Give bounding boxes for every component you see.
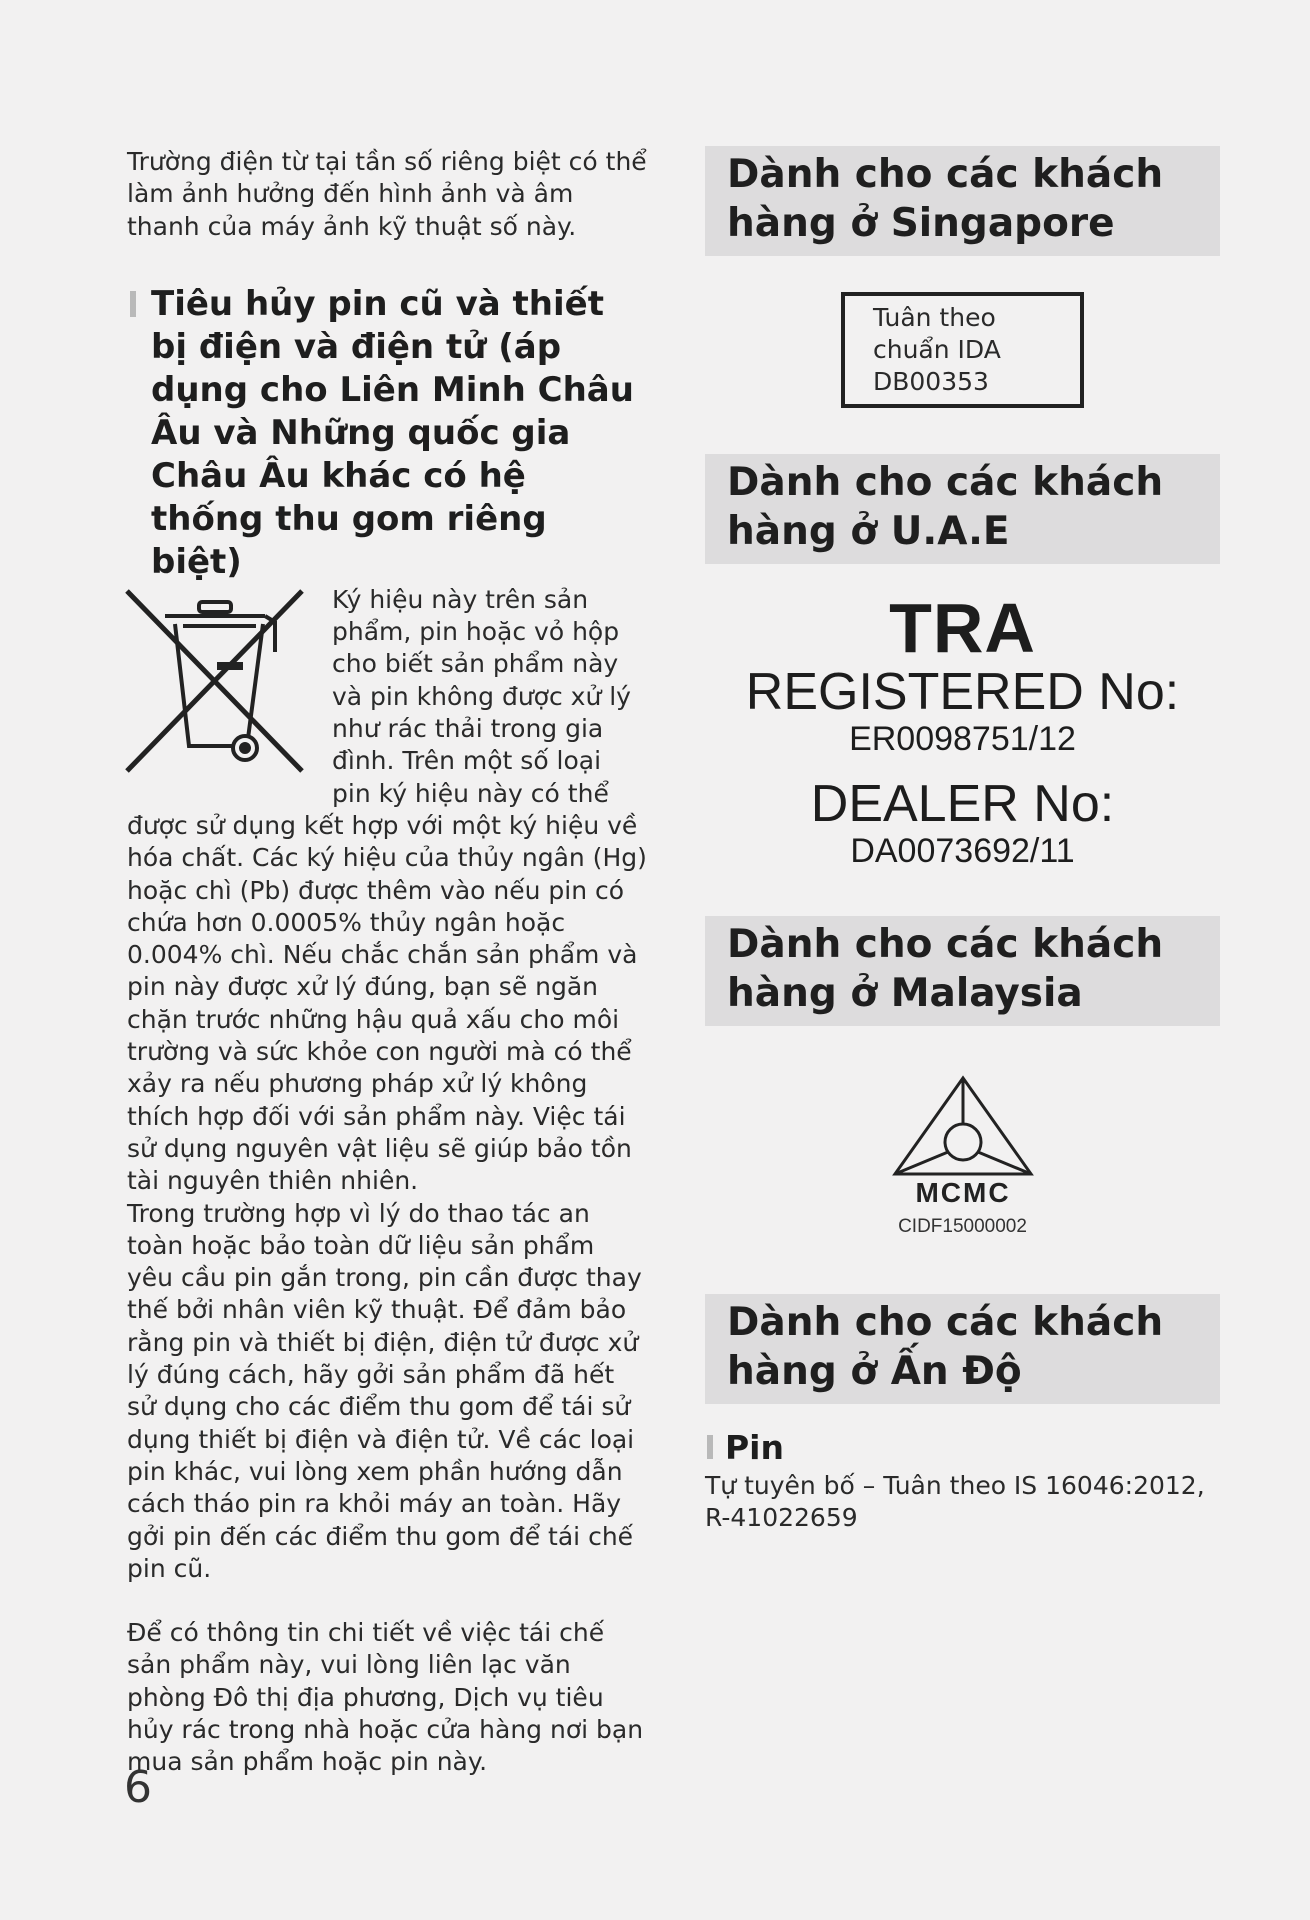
ida-compliance-box: Tuân theo chuẩn IDA DB00353: [841, 292, 1084, 408]
contact-paragraph: Để có thông tin chi tiết về việc tái chế sản phẩm này, vui lòng liên lạc văn phòng Đô thị địa phương, Dịch vụ tiêu hủy rác trong nhà hoặc cửa hàng nơi bạn mua sản phẩm hoặc pin này.: [127, 1618, 644, 1777]
singapore-heading: Dành cho các khách hàng ở Singapore: [705, 146, 1220, 256]
mcmc-logo-text: MCMC: [914, 1177, 1011, 1206]
right-column: [705, 146, 1220, 1535]
india-heading: Dành cho các khách hàng ở Ấn Độ: [705, 1294, 1220, 1404]
page-number: 6: [124, 1762, 152, 1813]
tra-registration: [705, 589, 1220, 870]
tra-dealer-value: DA0073692/11: [850, 832, 1075, 870]
mcmc-logo-icon: [888, 1074, 1038, 1206]
left-column: [127, 146, 647, 1779]
weee-heading-text: Tiêu hủy pin cũ và thiết bị điện và điện tử (áp dụng cho Liên Minh Châu Âu và Những quốc gia Châu Âu khác có hệ thống thu gom riêng biệt): [151, 283, 634, 582]
heading-marker: [707, 1435, 713, 1459]
tra-title: TRA: [889, 589, 1036, 667]
pin-heading-text: Pin: [725, 1428, 784, 1467]
tra-registered-value: ER0098751/12: [849, 720, 1076, 758]
crossed-out-wheelie-bin-icon: [117, 586, 332, 794]
weee-paragraph: Ký hiệu này trên sản phẩm, pin hoặc vỏ hộp cho biết sản phẩm này và pin không được xử lý như rác thải trong gia đình. Trên một số loại pin ký hiệu này có thể được sử dụng kết hợp với một ký hiệu về hóa chất. Các ký hiệu của thủy ngân (Hg) hoặc chì (Pb) được thêm vào nếu pin có chứa hơn 0.0005% thủy ngân hoặc 0.004% chì. Nếu chắc chắn sản phẩm và pin này được xử lý đúng, bạn sẽ ngăn chặn trước những hậu quả xấu cho môi trường và sức khỏe con người mà có thể xảy ra nếu phương pháp xử lý không thích hợp đối với sản phẩm này. Việc tái sử dụng nguyên vật liệu sẽ giúp bảo tồn tài nguyên thiên nhiên.: [127, 584, 647, 1196]
pin-paragraph: Tự tuyên bố – Tuân theo IS 16046:2012, R-41022659: [705, 1471, 1205, 1533]
replacement-paragraph: Trong trường hợp vì lý do thao tác an toàn hoặc bảo toàn dữ liệu sản phẩm yêu cầu pin gắn trong, pin cần được thay thế bởi nhân viên kỹ thuật. Để đảm bảo rằng pin và thiết bị điện, điện tử được xử lý đúng cách, hãy gởi sản phẩm đã hết sử dụng cho các điểm thu gom để tái sử dụng thiết bị điện và điện tử. Về các loại pin khác, vui lòng xem phần hướng dẫn cách tháo pin ra khỏi máy an toàn. Hãy gởi pin đến các điểm thu gom để tái chế pin cũ.: [127, 1198, 642, 1583]
mcmc-code: CIDF15000002: [898, 1216, 1027, 1237]
tra-registered-label: REGISTERED No:: [745, 663, 1180, 721]
malaysia-heading: Dành cho các khách hàng ở Malaysia: [705, 916, 1220, 1026]
tra-dealer-label: DEALER No:: [810, 775, 1115, 833]
weee-heading: [127, 283, 647, 584]
pin-heading: [705, 1428, 1220, 1468]
mcmc-certification: [705, 1074, 1220, 1238]
intro-paragraph: Trường điện từ tại tần số riêng biệt có thể làm ảnh hưởng đến hình ảnh và âm thanh của máy ảnh kỹ thuật số này.: [127, 147, 647, 241]
weee-block: [127, 584, 647, 1779]
uae-heading: Dành cho các khách hàng ở U.A.E: [705, 454, 1220, 564]
heading-marker: [130, 291, 136, 317]
